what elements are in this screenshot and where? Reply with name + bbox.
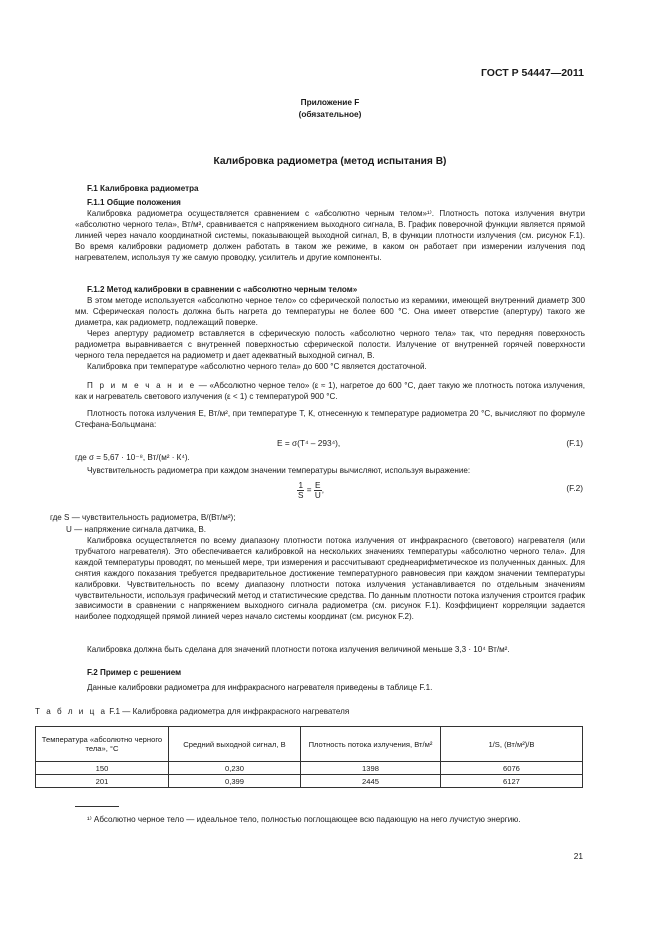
- calibration-limit-paragraph: Калибровка должна быть сделана для значений плотности потока излучения величиной меньше 3,3 · 10⁴ Вт/м².: [87, 645, 510, 654]
- note-text: — «Абсолютно черное тело» (ε ≈ 1), нагретое до 600 °С, дает такую же плотность потока излучения, как и нагреватель светового излучения (ε < 1) с температурой 900 °С.: [75, 381, 586, 401]
- table-row: [36, 762, 583, 775]
- paragraph-f1-1: Калибровка радиометра осуществляется сравнением с «абсолютно черным телом»¹⁾. Плотность потока излучения внутри «абсолютно черного тела», Вт/м², сравнивается с напряжением выходного сигнала, В. График поверочной функции является прямой линией через начало координатной системы, показывающей выходной сигнал, В, в функции плотности излучения (см. рисунок F.1). Во время калибровки радиометр должен работать в таком же режиме, в каком он работает при измерении излучения под нагревателем, используя ту же самую проводку, усилитель и другие компоненты.: [75, 209, 585, 262]
- where-s: где S — чувствительность радиометра, В/(Вт/м²);: [50, 513, 236, 522]
- table-cell: 0,399: [168, 775, 300, 788]
- table-cell: 150: [36, 762, 169, 775]
- where-u: U — напряжение сигнала датчика, В.: [66, 525, 207, 534]
- table-header-cell: Температура «абсолютно черного тела», °С: [36, 727, 169, 762]
- heading-f1-1: F.1.1 Общие положения: [87, 198, 181, 207]
- sigma-definition: где σ = 5,67 · 10⁻⁸, Вт/(м² · К⁴).: [75, 453, 190, 462]
- table-cell: 2445: [301, 775, 441, 788]
- table-header-row: [36, 727, 583, 762]
- footnote-divider: [75, 806, 119, 807]
- paragraph-f1-2-b: Через апертуру радиометр вставляется в сферическую полость «абсолютно черного тела» так, что передняя поверхность радиометра выравнивается с внутренней поверхностью сферической полости. Излучение от внутренней горячей поверхности черного тела передается на радиометр и дает адекватный выходной сигнал, В.: [75, 329, 585, 360]
- table-cell: 6127: [440, 775, 582, 788]
- table-cell: 6076: [440, 762, 582, 775]
- paragraph-f1-2-c: Калибровка при температуре «абсолютно черного тела» до 600 °С является достаточной.: [87, 362, 427, 371]
- page-number: 21: [573, 851, 583, 861]
- table-row: [36, 775, 583, 788]
- footnote: ¹⁾ Абсолютно черное тело — идеальное тело, полностью поглощающее всю падающую на него лучистую энергию.: [87, 815, 521, 824]
- table-header-cell: Плотность потока излучения, Вт/м²: [301, 727, 441, 762]
- document-standard-code: ГОСТ Р 54447—2011: [480, 67, 584, 79]
- sensitivity-paragraph: Чувствительность радиометра при каждом значении температуры вычисляют, используя выражение:: [87, 466, 471, 475]
- paragraph-f2: Данные калибровки радиометра для инфракрасного нагревателя приведены в таблице F.1.: [87, 683, 433, 692]
- table-header-cell: Средний выходной сигнал, В: [168, 727, 300, 762]
- formula-f2: $\frac{1}{S}$ = $\frac{E}{U}$ ,: [298, 481, 325, 500]
- table-cell: 201: [36, 775, 169, 788]
- heading-f1-2: F.1.2 Метод калибровки в сравнении с «абсолютно черным телом»: [87, 285, 358, 294]
- table-caption: Т а б л и ц а F.1 — Калибровка радиометра для инфракрасного нагревателя: [35, 707, 350, 716]
- table-header-cell: 1/S, (Вт/м²)/В: [440, 727, 582, 762]
- formula-f1: E = σ(T⁴ – 293⁴),: [277, 438, 341, 448]
- formula-f2-number: (F.2): [566, 483, 583, 493]
- paragraph-f1-2-a: В этом методе используется «абсолютно черное тело» со сферической полостью из керамики, имеющей внутренний диаметр 300 мм. Сферическая полость должна быть нагрета до температуры не более 600 °С. Она имеет отверстие (апертуру) такого же диаметра, как радиометр, подлежащий поверке.: [75, 296, 585, 327]
- equals-sign: =: [306, 485, 312, 495]
- fraction-rhs: $\frac{E}{U}$: [314, 481, 321, 500]
- heading-f2: F.2 Пример с решением: [87, 668, 182, 677]
- formula-f1-number: (F.1): [566, 438, 583, 448]
- section-title: Калибровка радиометра (метод испытания В): [213, 156, 447, 167]
- note-label: П р и м е ч а н и е: [87, 381, 197, 390]
- table-cell: 0,230: [168, 762, 300, 775]
- fraction-lhs: $\frac{1}{S}$: [298, 481, 304, 500]
- flux-paragraph: Плотность потока излучения E, Вт/м², при температуре T, К, отнесенную к температуре радиометра 20 °С, вычисляют по формуле Стефана-Больцмана:: [75, 409, 585, 429]
- note-paragraph: [75, 381, 585, 403]
- calibration-paragraph: Калибровка осуществляется по всему диапазону плотности потока излучения от инфракрасного (светового) нагревателя (или трубчатого нагревателя). Это обеспечивается калибровкой на нескольких значениях температуры «абсолютно черного тела». Для каждой температуры проводят, по меньшей мере, три измерения и рассчитывают среднеарифметическое из полученных данных. Для снятия каждого показания требуется предварительное достижение температурного равновесия при каждом значении температуры калибровки. Чувствительность по всему диапазону плотности потока излучения устанавливается по отдельным значениям чувствительности, используя графический метод и статистические средства. По данным плотности потока излучения строится график зависимости в сравнении с напряжением выходного сигнала радиометра (см. рисунок F.1). Коэффициент корреляции задается наиболее подходящей прямой линией через начало системы координат (см. рисунок F.2).: [75, 536, 585, 622]
- appendix-type: (обязательное): [298, 109, 362, 119]
- calibration-table: [35, 726, 583, 788]
- heading-f1: F.1 Калибровка радиометра: [87, 184, 199, 193]
- table-cell: 1398: [301, 762, 441, 775]
- appendix-title: Приложение F: [300, 97, 360, 107]
